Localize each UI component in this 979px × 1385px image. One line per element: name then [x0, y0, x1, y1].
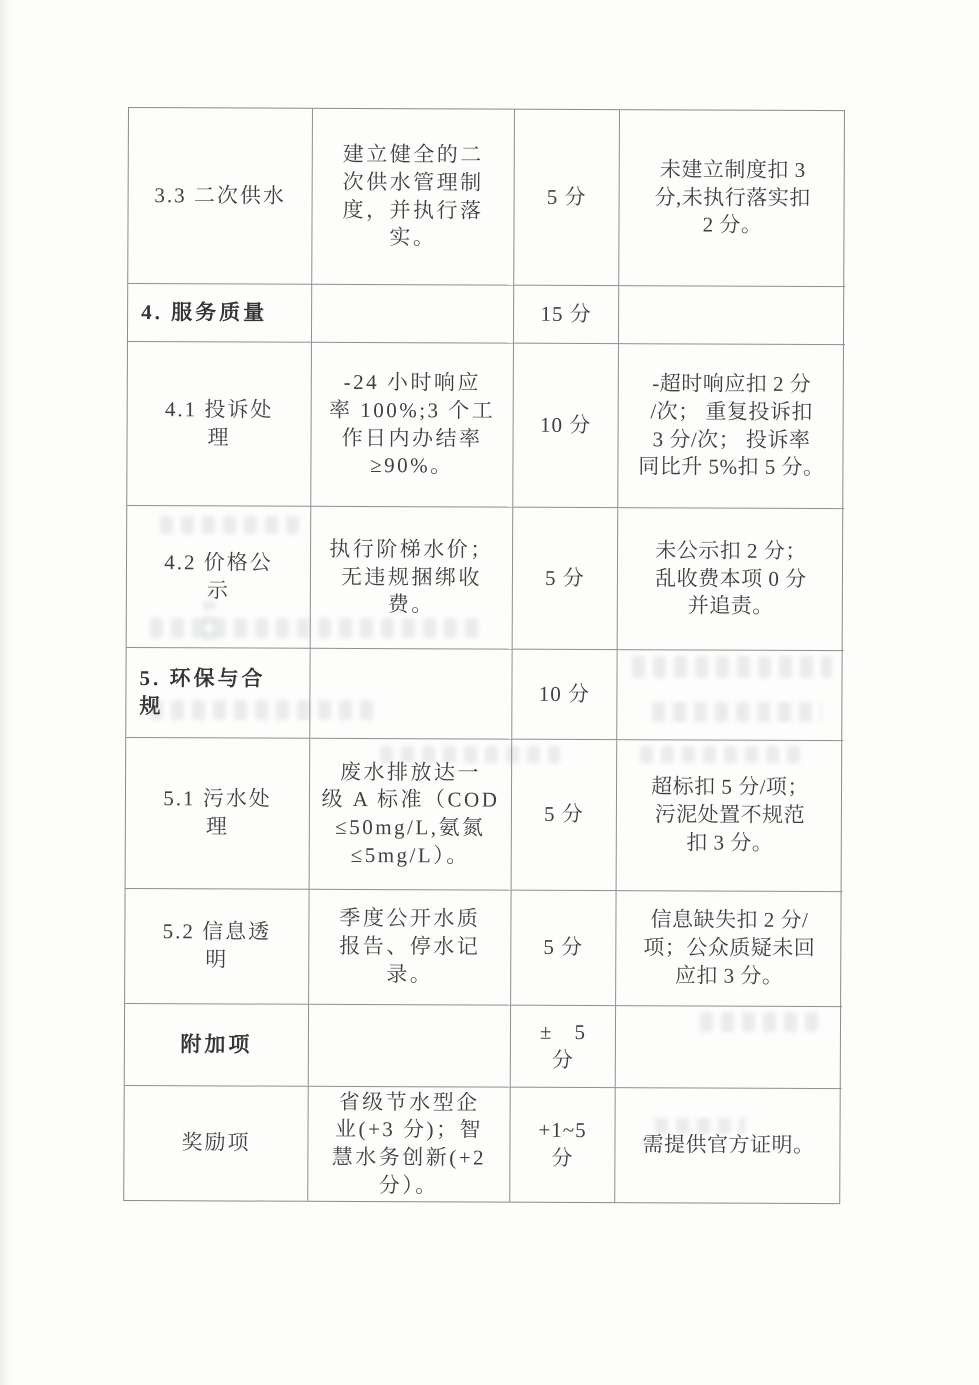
- deduction-cell: [619, 286, 845, 345]
- deduction-cell: 信息缺失扣 2 分/ 项；公众质疑未回 应扣 3 分。: [616, 891, 842, 1007]
- score-cell: ± 5 分: [511, 1006, 616, 1088]
- item-cell: 4.2 价格公 示: [127, 506, 312, 649]
- deduction-cell: 需提供官方证明。: [642, 1132, 815, 1158]
- criteria-cell: [309, 1005, 511, 1088]
- criteria-cell: 建立健全的二 次供水管理制 度，并执行落 实。: [312, 109, 515, 286]
- deduction-cell: 未建立制度扣 3 分,未执行落实扣 2 分。: [619, 110, 846, 287]
- section-item-cell: 5. 环保与合 规: [126, 648, 310, 739]
- score-cell: 5 分: [512, 740, 618, 891]
- item-cell: 4.1 投诉处 理: [127, 342, 312, 507]
- item-cell: 3.3 二次供水: [128, 108, 313, 285]
- criteria-cell: 废水排放达一 级 A 标准（COD ≤50mg/L,氨氮 ≤5mg/L）。: [310, 739, 513, 891]
- item-cell: 5.1 污水处 理: [126, 738, 311, 890]
- criteria-cell: [310, 649, 512, 740]
- criteria-cell: [312, 285, 514, 344]
- score-cell: +1~5 分: [510, 1088, 615, 1202]
- score-cell: 5 分: [513, 508, 619, 650]
- deduction-cell: [617, 650, 843, 741]
- criteria-cell: 执行阶梯水价； 无违规捆绑收 费。: [311, 507, 514, 650]
- deduction-cell: 未公示扣 2 分； 乱收费本项 0 分 并追责。: [618, 508, 845, 651]
- score-cell: 10 分: [513, 344, 619, 508]
- section-item-cell: 4. 服务质量: [128, 284, 312, 343]
- deduction-cell: [616, 1006, 842, 1089]
- deduction-cell: -超时响应扣 2 分 /次； 重复投诉扣 3 分/次； 投诉率 同比升 5%扣 5 分。: [618, 344, 845, 509]
- item-cell: 奖励项: [124, 1086, 308, 1201]
- criteria-cell: 省级节水型企 业(+3 分)；智 慧水务创新(+2 分）。: [308, 1087, 510, 1202]
- score-cell: 5 分: [511, 891, 617, 1006]
- deduction-cell: 超标扣 5 分/项； 污泥处置不规范 扣 3 分。: [617, 740, 844, 892]
- item-cell: 5.2 信息透 明: [125, 889, 310, 1005]
- score-cell: 15 分: [514, 286, 619, 344]
- criteria-cell: -24 小时响应 率 100%;3 个工 作日内办结率 ≥90%。: [311, 343, 514, 508]
- score-cell: 10 分: [512, 650, 617, 740]
- criteria-cell: 季度公开水质 报告、停水记 录。: [309, 890, 511, 1006]
- assessment-score-table: [123, 107, 845, 1204]
- score-cell: 5 分: [514, 110, 620, 286]
- section-item-cell: 附加项: [125, 1004, 309, 1087]
